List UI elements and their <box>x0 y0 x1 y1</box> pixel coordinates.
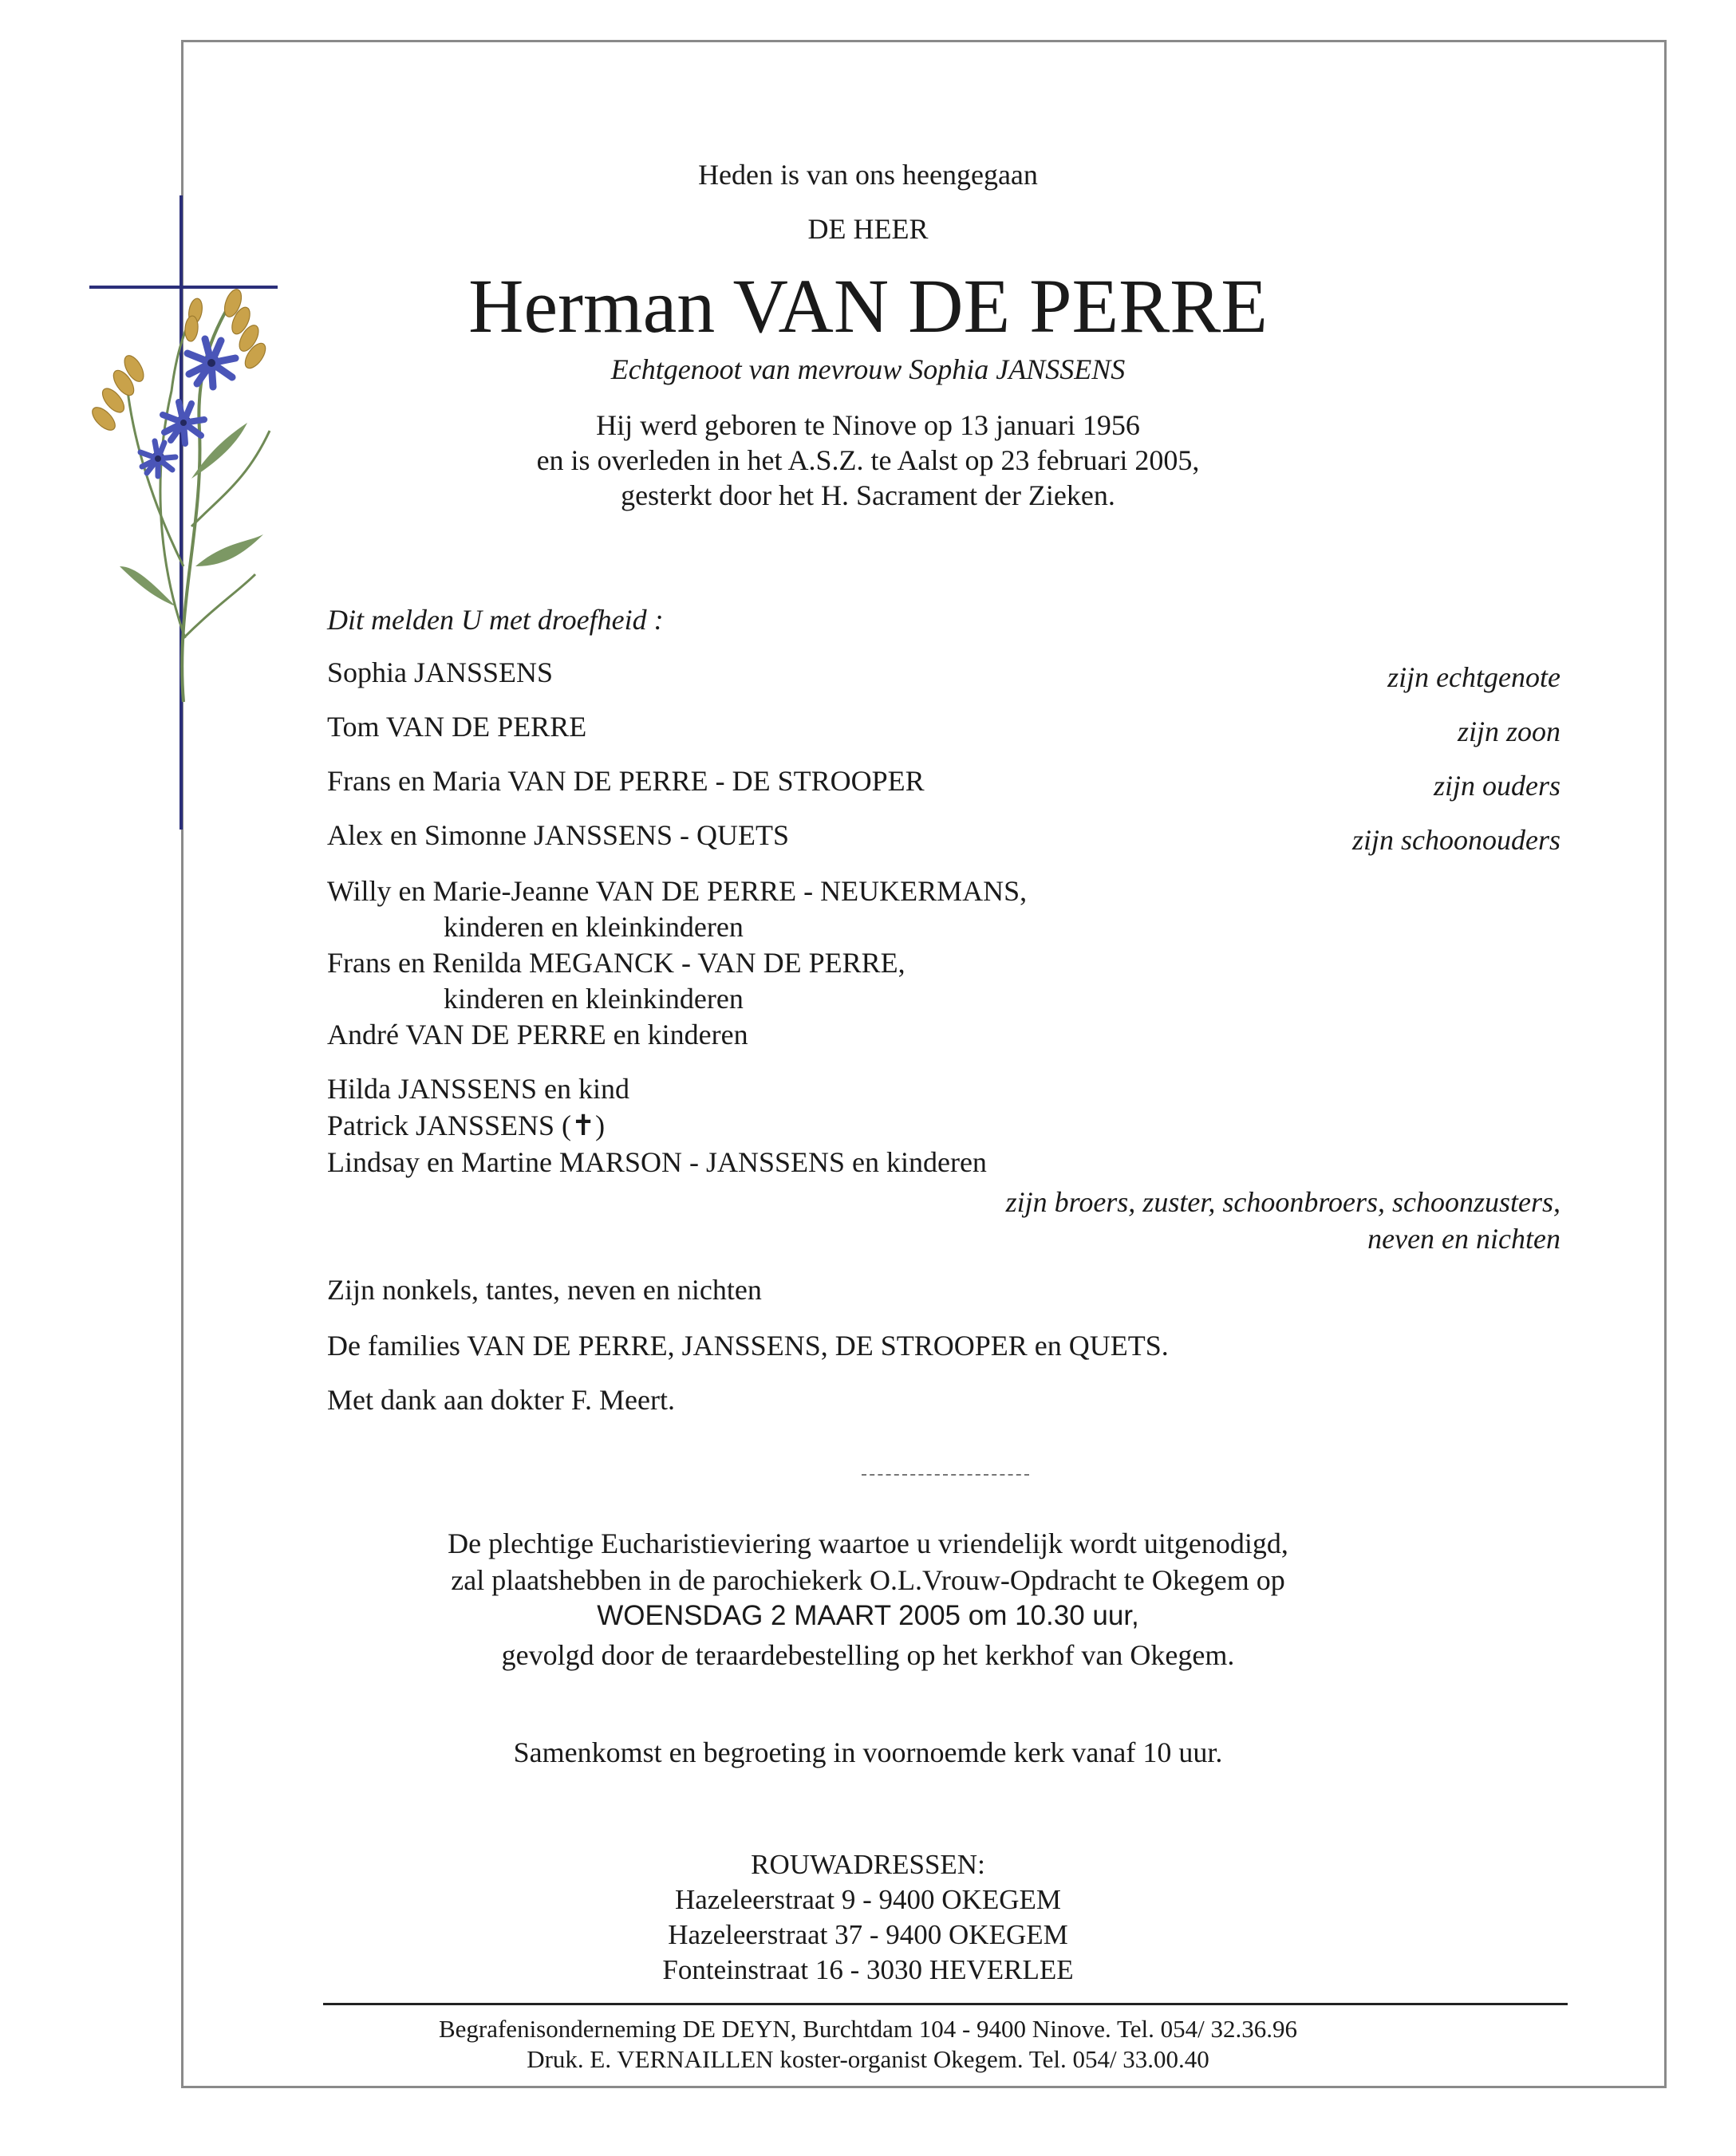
address-line: Hazeleerstraat 37 - 9400 OKEGEM <box>668 1919 1068 1950</box>
mourner-name: Tom VAN DE PERRE <box>327 711 587 743</box>
mourner-relation: zijn echtgenote <box>1387 661 1560 693</box>
siblings-relation: zijn broers, zuster, schoonbroers, schoonzusters, <box>1005 1186 1560 1218</box>
thanks-line: Met dank aan dokter F. Meert. <box>327 1384 675 1416</box>
extended-family-line: Zijn nonkels, tantes, neven en nichten <box>327 1274 762 1306</box>
salutation: DE HEER <box>807 213 929 245</box>
spouse-line: Echtgenoot van mevrouw Sophia JANSSENS <box>610 353 1126 385</box>
sibling-line: Patrick JANSSENS (✝) <box>327 1110 606 1141</box>
mourner-name: Alex en Simonne JANSSENS - QUETS <box>327 819 790 851</box>
printer-line: Druk. E. VERNAILLEN koster-organist Okegem. Tel. 054/ 33.00.40 <box>527 2045 1209 2073</box>
mourner-name: Sophia JANSSENS <box>327 656 554 688</box>
deceased-name: Herman VAN DE PERRE <box>468 263 1268 349</box>
ceremony-line: gevolgd door de teraardebestelling op het kerkhof van Okegem. <box>501 1639 1235 1671</box>
mourner-relation: zijn zoon <box>1457 715 1560 747</box>
addresses-title: ROUWADRESSEN: <box>751 1849 985 1880</box>
mourner-name: Frans en Maria VAN DE PERRE - DE STROOPER <box>327 765 925 797</box>
gathering-line: Samenkomst en begroeting in voornoemde kerk vanaf 10 uur. <box>513 1736 1223 1768</box>
mourners-intro: Dit melden U met droefheid : <box>327 604 664 636</box>
ceremony-date: WOENSDAG 2 MAART 2005 om 10.30 uur, <box>597 1600 1139 1631</box>
mourner-relation: zijn schoonouders <box>1352 824 1560 856</box>
sibling-line: Lindsay en Martine MARSON - JANSSENS en kinderen <box>327 1146 987 1178</box>
siblings-relation: neven en nichten <box>1367 1223 1560 1255</box>
sibling-line: kinderen en kleinkinderen <box>444 911 744 943</box>
address-line: Fonteinstraat 16 - 3030 HEVERLEE <box>662 1954 1074 1985</box>
footer-rule <box>323 2003 1568 2005</box>
sibling-line: Frans en Renilda MEGANCK - VAN DE PERRE, <box>327 947 905 979</box>
birth-line: Hij werd geboren te Ninove op 13 januari 1956 <box>596 409 1140 441</box>
address-line: Hazeleerstraat 9 - 9400 OKEGEM <box>675 1884 1061 1915</box>
intro-text: Heden is van ons heengegaan <box>698 159 1038 191</box>
extended-family-line: De families VAN DE PERRE, JANSSENS, DE STROOPER en QUETS. <box>327 1330 1169 1362</box>
sibling-line: Hilda JANSSENS en kind <box>327 1073 630 1105</box>
ceremony-line: De plechtige Eucharistieviering waartoe u vriendelijk wordt uitgenodigd, <box>448 1527 1288 1559</box>
dashed-separator <box>862 1474 1029 1476</box>
death-line: en is overleden in het A.S.Z. te Aalst op 23 februari 2005, <box>536 444 1200 476</box>
sibling-line: André VAN DE PERRE en kinderen <box>327 1019 748 1050</box>
sibling-line: kinderen en kleinkinderen <box>444 983 744 1015</box>
ceremony-line: zal plaatshebben in de parochiekerk O.L.Vrouw-Opdracht te Okegem op <box>451 1564 1285 1596</box>
sibling-line: Willy en Marie-Jeanne VAN DE PERRE - NEUKERMANS, <box>327 875 1028 907</box>
undertaker-line: Begrafenisonderneming DE DEYN, Burchtdam 104 - 9400 Ninove. Tel. 054/ 32.36.96 <box>438 2015 1298 2043</box>
mourner-relation: zijn ouders <box>1433 770 1560 802</box>
sacrament-line: gesterkt door het H. Sacrament der Zieken. <box>621 479 1115 511</box>
